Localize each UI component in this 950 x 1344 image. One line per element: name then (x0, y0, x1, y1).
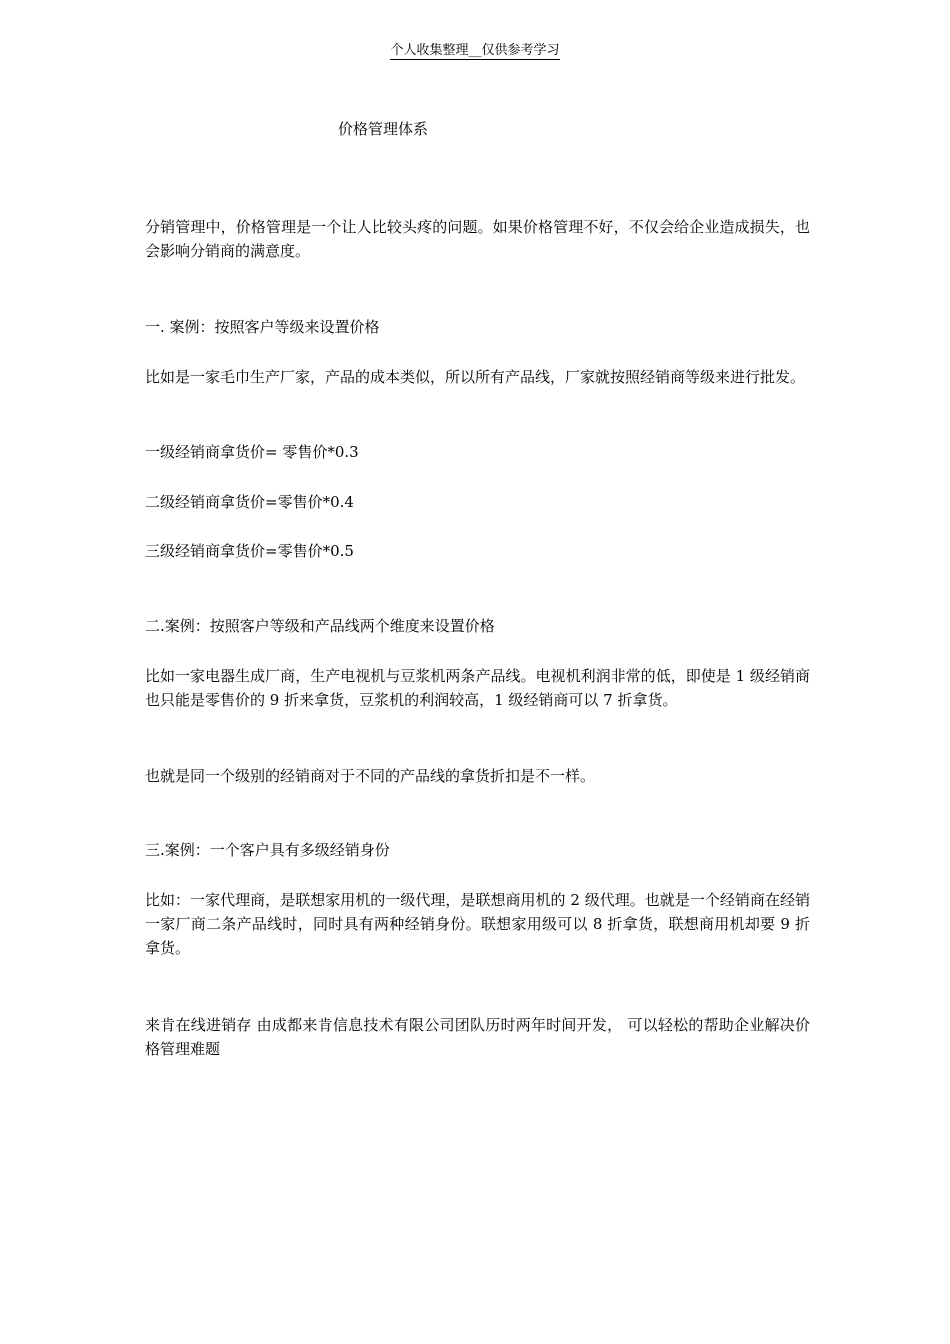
section-2-note: 也就是同一个级别的经销商对于不同的产品线的拿货折扣是不一样。 (145, 767, 596, 785)
header-text: 个人收集整理__仅供参考学习 (390, 43, 560, 58)
section-3-body: 比如：一家代理商，是联想家用机的一级代理，是联想商用机的 2 级代理。也就是一个经销商在经销一家厂商二条产品线时，同时具有两种经销身份。联想家用级可以 8 折拿货，联想商用机却要 9 折拿货。 (145, 891, 810, 957)
section-3-heading: 三.案例：一个客户具有多级经销身份 (145, 841, 390, 859)
section-1-formula-3: 三级经销商拿货价=零售价*0.5 (145, 542, 354, 560)
section-1-heading: 一. 案例：按照客户等级来设置价格 (145, 318, 380, 336)
section-1-body: 比如是一家毛巾生产厂家，产品的成本类似，所以所有产品线，厂家就按照经销商等级来进行批发。 (145, 368, 806, 386)
document-title: 价格管理体系 (338, 120, 429, 138)
section-2-body: 比如一家电器生成厂商，生产电视机与豆浆机两条产品线。电视机利润非常的低，即使是 1 级经销商也只能是零售价的 9 折来拿货，豆浆机的利润较高，1 级经销商可以 7 折拿货。 (145, 667, 810, 709)
section-2-heading: 二.案例：按照客户等级和产品线两个维度来设置价格 (145, 617, 495, 635)
page-header (0, 42, 950, 60)
section-1-formula-1: 一级经销商拿货价= 零售价*0.3 (145, 443, 359, 461)
closing-paragraph: 来肯在线进销存 由成都来肯信息技术有限公司团队历时两年时间开发， 可以轻松的帮助企业解决价格管理难题 (145, 1016, 810, 1058)
section-1-formula-2: 二级经销商拿货价=零售价*0.4 (145, 493, 354, 511)
intro-paragraph: 分销管理中，价格管理是一个让人比较头疼的问题。如果价格管理不好，不仅会给企业造成损失，也会影响分销商的满意度。 (145, 218, 810, 260)
